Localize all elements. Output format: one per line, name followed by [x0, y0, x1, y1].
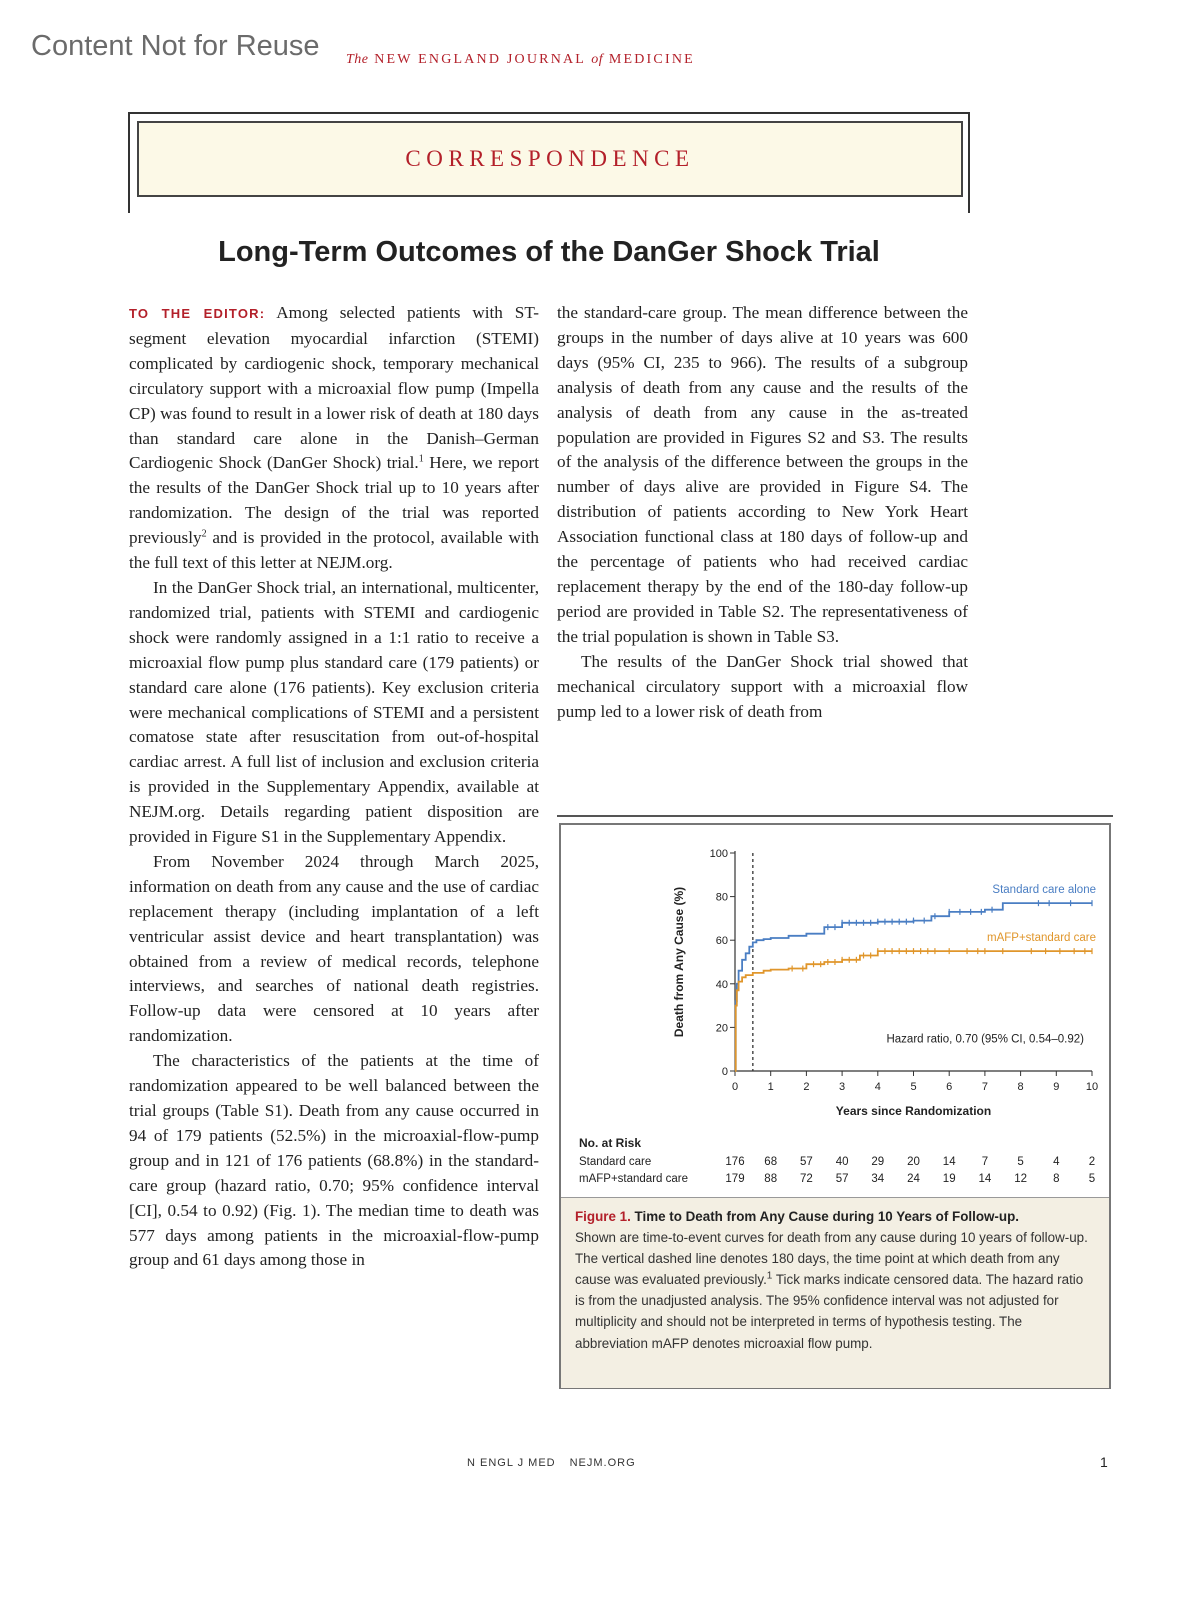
paragraph-4: The characteristics of the patients at the time of randomization appeared to be well balanced between the trial groups (Table S1). Death from any cause occurred in 94 of 179 patients (52.5%) in the microaxial-flow-pump group and in 121 of 176 patients (68.8%) in the standard-care group (hazard ratio, 0.70; 95% confidence interval [CI], 0.54 to 0.92) (Fig. 1). The median time to death was 577 days among patients in the microaxial-flow-pump group and 61 days among those in [129, 1051, 539, 1270]
x-tick-label: 6 [946, 1081, 953, 1093]
risk-table-title: No. at Risk [579, 1136, 642, 1150]
paragraph-2: In the DanGer Shock trial, an international, multicenter, randomized trial, patients with STEMI and cardiogenic shock were randomly assigned in a 1:1 ratio to receive a microaxial flow pump plus standard care (179 patients) or standard care alone (176 patients). Key exclusion criteria were mechanical complications of STEMI and a persistent comatose state after resuscitation from out-of-hospital cardiac arrest. A full list of inclusion and exclusion criteria is provided in the Supplementary Appendix, available at NEJM.org. Details regarding patient disposition are provided in Figure S1 in the Supplementary Appendix. [129, 577, 539, 847]
x-tick-label: 1 [767, 1081, 774, 1093]
hazard-ratio-annotation: Hazard ratio, 0.70 (95% CI, 0.54–0.92) [886, 1033, 1084, 1046]
x-tick-label: 4 [874, 1081, 881, 1093]
x-axis-title: Years since Randomization [835, 1104, 992, 1118]
risk-count: 19 [942, 1173, 956, 1185]
section-banner [137, 121, 963, 197]
caption-reference[interactable]: 1 [766, 1270, 773, 1282]
risk-count: 57 [800, 1156, 813, 1168]
x-tick-label: 5 [910, 1081, 917, 1093]
paragraph-1-text-b: Here, we report the results of the DanGer Shock trial up to 10 years after randomization. The design of the trial was reported previously [129, 453, 539, 548]
figure-label: Figure 1. [575, 1209, 631, 1224]
reference-1[interactable]: 1 [418, 453, 424, 465]
risk-count: 24 [907, 1173, 920, 1185]
figure-caption-area [561, 1197, 1109, 1388]
page-footer [467, 1457, 636, 1469]
paragraph-1-text-a: Among selected patients with ST-segment elevation myocardial infarction (STEMI) complicated by cardiogenic shock, temporary mechanical circulatory support with a microaxial flow pump (Impella CP) was found to result in a lower risk of death at 180 days than standard care alone in the Danish–German Cardiogenic Shock (DanGer Shock) trial. [129, 303, 539, 473]
paragraph-1-text-c: and is provided in the protocol, available with the full text of this letter at NEJM.org. [129, 528, 539, 573]
caption-text-b: Tick marks indicate censored data. The hazard ratio is from the unadjusted analysis. The 95% confidence interval was not adjusted for multiplicity and should not be interpreted in terms of hypothesis testing. The abbreviation mAFP denotes microaxial flow pump. [575, 1272, 1084, 1351]
risk-count: 5 [1017, 1156, 1024, 1168]
risk-count: 14 [942, 1156, 956, 1168]
reference-2[interactable]: 2 [201, 528, 207, 540]
paragraph-3: From November 2024 through March 2025, information on death from any cause and the use of cardiac replacement therapy (including implantation of a left ventricular assist device and heart transplantation) was obtained from a review of medical records, telephone interviews, and searches of national death registries. Follow-up data were censored at 10 years after randomization. [129, 851, 539, 1046]
figure-title: Time to Death from Any Cause during 10 Years of Follow-up. [634, 1209, 1019, 1224]
risk-count: 14 [978, 1173, 992, 1185]
risk-count: 4 [1053, 1156, 1060, 1168]
risk-row-label: Standard care [579, 1156, 652, 1168]
risk-count: 40 [835, 1156, 849, 1168]
journal-of: of [591, 52, 604, 67]
risk-count: 20 [907, 1156, 920, 1168]
risk-count: 72 [800, 1173, 813, 1185]
y-tick-label: 80 [715, 891, 728, 904]
journal-the: The [346, 52, 369, 67]
x-tick-label: 8 [1017, 1081, 1024, 1093]
paragraph-1 [129, 301, 539, 576]
y-tick-label: 60 [715, 935, 728, 948]
risk-count: 176 [725, 1156, 745, 1168]
y-tick-label: 20 [715, 1022, 728, 1035]
y-axis-title: Death from Any Cause (%) [672, 886, 686, 1038]
figure-caption [561, 1198, 1109, 1354]
watermark: Content Not for Reuse [31, 30, 320, 62]
risk-count: 12 [1014, 1173, 1027, 1185]
journal-masthead [346, 52, 695, 68]
risk-count: 68 [764, 1156, 778, 1168]
x-tick-label: 2 [803, 1081, 810, 1093]
page-number: 1 [1100, 1454, 1108, 1470]
footer-citation: N ENGL J MED [467, 1457, 556, 1469]
risk-row-label: mAFP+standard care [579, 1173, 688, 1185]
risk-count: 29 [871, 1156, 885, 1168]
journal-name-part1: NEW ENGLAND JOURNAL [374, 52, 586, 67]
x-tick-label: 0 [731, 1081, 739, 1093]
risk-count: 57 [835, 1173, 849, 1185]
risk-count: 7 [981, 1156, 989, 1168]
series-line-mafp [735, 951, 1092, 1071]
risk-count: 8 [1053, 1173, 1060, 1185]
paragraph-5: the standard-care group. The mean difference between the groups in the number of days alive at 10 years was 600 days (95% CI, 235 to 966). The results of a subgroup analysis of death from any cause and the results of the analysis of death from any cause in the as-treated population are provided in Figures S2 and S3. The results of the analysis of the difference between the groups in the number of days alive are provided in Figure S4. The distribution of patients according to New York Heart Association functional class at 180 days of follow-up and the percentage of patients who had received cardiac replacement therapy by the end of the 180-day follow-up period are provided in Table S2. The representativeness of the trial population is shown in Table S3. [557, 303, 968, 646]
figure-box [559, 823, 1111, 1389]
figure-1 [557, 815, 1113, 1391]
series-line-standard-care [735, 903, 1092, 1071]
article-title: Long-Term Outcomes of the DanGer Shock Trial [218, 236, 880, 268]
x-tick-label: 3 [839, 1081, 846, 1093]
risk-count: 179 [725, 1173, 745, 1185]
body-column-right [557, 301, 968, 724]
risk-count: 34 [871, 1173, 885, 1185]
x-tick-label: 7 [981, 1081, 988, 1093]
risk-count: 5 [1088, 1173, 1096, 1185]
body-column-left [129, 301, 539, 1273]
y-tick-label: 40 [715, 978, 728, 991]
x-tick-label: 9 [1053, 1081, 1060, 1093]
km-chart [561, 825, 1109, 1197]
journal-name-part2: MEDICINE [608, 52, 695, 67]
caption-text-a: Shown are time-to-event curves for death from any cause during 10 years of follow-up. The vertical dashed line denotes 180 days, the time point at which death from any cause was evaluated previously. [575, 1230, 1088, 1288]
footer-site: NEJM.ORG [569, 1457, 636, 1469]
legend-label-mafp: mAFP+standard care [987, 932, 1096, 945]
risk-count: 88 [764, 1173, 778, 1185]
x-tick-label: 10 [1085, 1081, 1099, 1093]
section-label: CORRESPONDENCE [405, 146, 695, 171]
risk-count: 2 [1088, 1156, 1096, 1168]
y-tick-label: 0 [721, 1066, 728, 1078]
y-tick-label: 100 [709, 848, 728, 860]
legend-label-standard-care: Standard care alone [992, 884, 1096, 897]
paragraph-6: The results of the DanGer Shock trial showed that mechanical circulatory support with a microaxial flow pump led to a lower risk of death from [557, 651, 968, 721]
editor-label: TO THE EDITOR: [129, 306, 266, 321]
